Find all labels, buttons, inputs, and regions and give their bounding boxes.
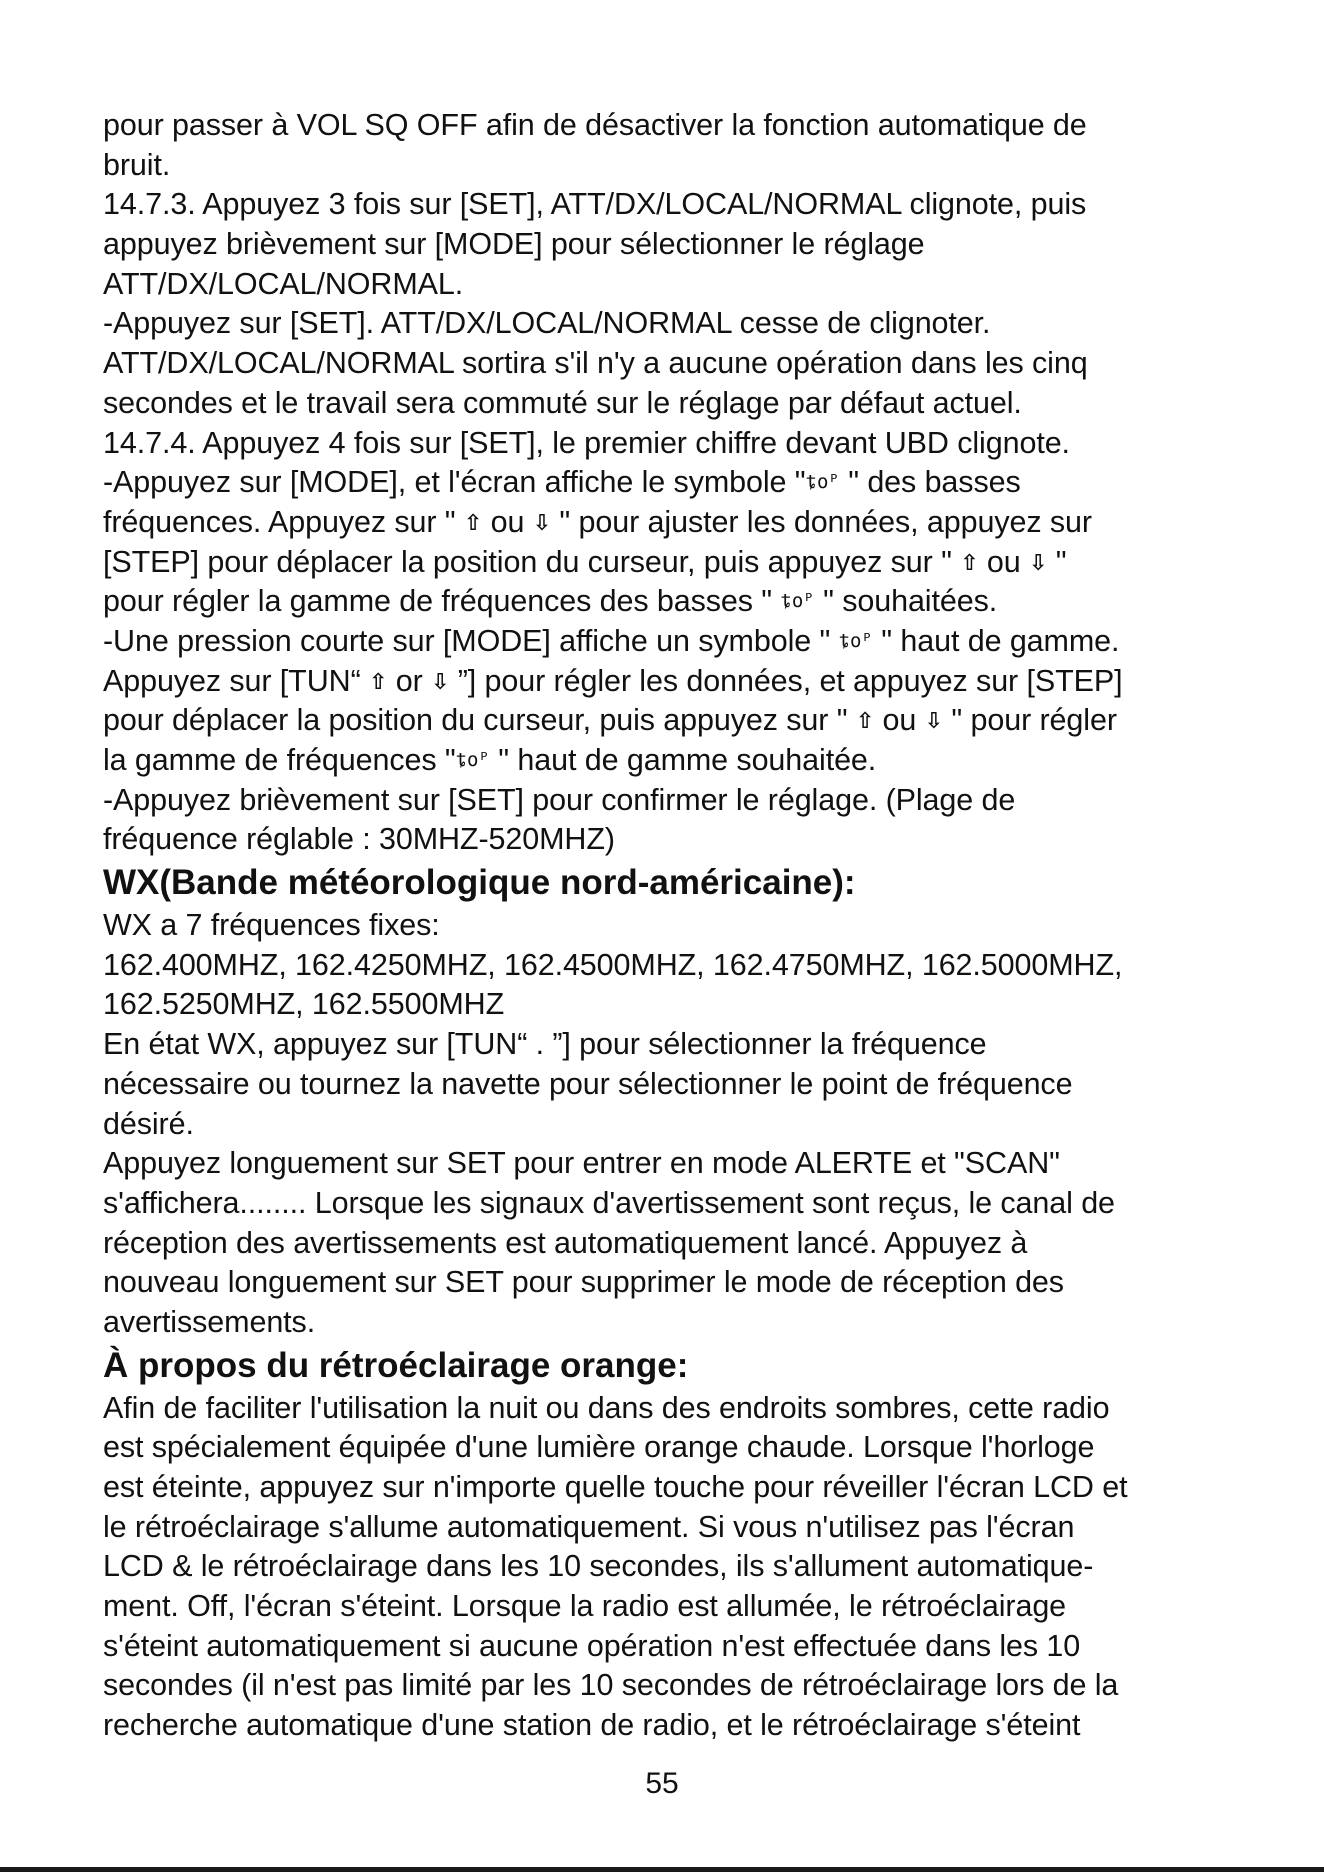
- text-line: appuyez brièvement sur [MODE] pour sélectionner le réglage: [103, 227, 925, 262]
- text-line: est éteinte, appuyez sur n'importe quelle touche pour réveiller l'écran LCD et: [103, 1470, 1128, 1504]
- text-segment: " souhaitées.: [814, 584, 998, 619]
- text-segment: Appuyez sur [TUN“: [103, 663, 369, 698]
- top-symbol-icon: ȶoᴾ: [455, 749, 490, 771]
- instruction-paragraph: [103, 106, 1238, 860]
- text-segment: or: [387, 663, 432, 698]
- text-segment: " pour régler: [943, 703, 1117, 738]
- text-line: [103, 662, 1238, 702]
- up-arrow-icon: ⇧: [369, 669, 388, 695]
- text-line: recherche automatique d'une station de radio, et le rétroéclairage s'éteint: [103, 1708, 1081, 1743]
- top-symbol-icon: ȶoᴾ: [780, 590, 815, 613]
- up-arrow-icon: ⇧: [855, 709, 875, 735]
- text-line: désiré.: [103, 1106, 194, 1141]
- text-line: [103, 701, 1238, 741]
- text-line: ATT/DX/LOCAL/NORMAL sortira s'il n'y a aucune opération dans les cinq: [103, 346, 1088, 381]
- text-line: [103, 582, 1238, 622]
- text-line: Appuyez longuement sur SET pour entrer en mode ALERTE et "SCAN": [103, 1146, 1060, 1181]
- text-line: bruit.: [103, 147, 171, 182]
- backlight-section: [103, 1389, 1238, 1746]
- text-line: fréquence réglable : 30MHZ-520MHZ): [103, 822, 615, 857]
- up-arrow-icon: ⇧: [960, 550, 979, 576]
- text-line: LCD & le rétroéclairage dans les 10 secondes, ils s'allument automatique-: [103, 1549, 1094, 1584]
- manual-page-body: [103, 106, 1238, 1746]
- text-segment: pour déplacer la position du curseur, puis appuyez sur ": [103, 703, 856, 738]
- text-line: -Appuyez sur [SET]. ATT/DX/LOCAL/NORMAL cesse de clignoter.: [103, 306, 991, 341]
- text-line: -Appuyez brièvement sur [SET] pour confirmer le réglage. (Plage de: [103, 782, 1016, 817]
- text-segment: " des basses: [839, 465, 1021, 500]
- text-line: Afin de faciliter l'utilisation la nuit ou dans des endroits sombres, cette radio: [103, 1390, 1110, 1425]
- text-line: [103, 622, 1238, 662]
- text-segment: pour régler la gamme de fréquences des basses ": [103, 584, 781, 619]
- down-arrow-icon: ⇩: [532, 510, 552, 536]
- down-arrow-icon: ⇩: [1029, 550, 1048, 576]
- text-line: [103, 543, 1238, 583]
- bottom-divider: [0, 1867, 1324, 1872]
- text-segment: -Appuyez sur [MODE], et l'écran affiche le symbole ": [103, 465, 806, 500]
- text-segment: -Une pression courte sur [MODE] affiche un symbole ": [103, 623, 839, 658]
- text-segment: fréquences. Appuyez sur ": [103, 504, 464, 539]
- text-line: 162.400MHZ, 162.4250MHZ, 162.4500MHZ, 162.4750MHZ, 162.5000MHZ,: [103, 947, 1123, 982]
- text-segment: " haut de gamme.: [872, 623, 1120, 658]
- text-line: secondes et le travail sera commuté sur le réglage par défaut actuel.: [103, 385, 1022, 420]
- section-heading-wx: WX(Bande météorologique nord-américaine):: [103, 863, 856, 903]
- top-symbol-icon: ȶoᴾ: [805, 471, 840, 494]
- text-line: 14.7.3. Appuyez 3 fois sur [SET], ATT/DX/LOCAL/NORMAL clignote, puis: [103, 187, 1087, 222]
- text-line: nouveau longuement sur SET pour supprimer le mode de réception des: [103, 1265, 1064, 1300]
- text-line: WX a 7 fréquences fixes:: [103, 908, 440, 943]
- text-line: 162.5250MHZ, 162.5500MHZ: [103, 987, 505, 1022]
- text-segment: ou: [482, 504, 533, 539]
- text-segment: ou: [874, 703, 925, 738]
- text-segment: ": [1047, 544, 1067, 579]
- text-segment: [STEP] pour déplacer la position du curseur, puis appuyez sur ": [103, 544, 961, 579]
- text-line: est spécialement équipée d'une lumière orange chaude. Lorsque l'horloge: [103, 1430, 1095, 1465]
- text-segment: " pour ajuster les données, appuyez sur: [551, 504, 1092, 539]
- text-line: secondes (il n'est pas limité par les 10 secondes de rétroéclairage lors de la: [103, 1668, 1119, 1703]
- top-symbol-icon: ȶoᴾ: [838, 629, 873, 652]
- text-line: s'affichera........ Lorsque les signaux d'avertissement sont reçus, le canal de: [103, 1185, 1115, 1220]
- text-line: 14.7.4. Appuyez 4 fois sur [SET], le premier chiffre devant UBD clignote.: [103, 425, 1070, 460]
- text-line: pour passer à VOL SQ OFF afin de désactiver la fonction automatique de: [103, 108, 1087, 142]
- text-segment: ”] pour régler les données, et appuyez sur [STEP]: [449, 663, 1123, 698]
- text-line: [103, 463, 1238, 503]
- text-line: ment. Off, l'écran s'éteint. Lorsque la radio est allumée, le rétroéclairage: [103, 1589, 1067, 1624]
- down-arrow-icon: ⇩: [431, 669, 450, 695]
- text-segment: " haut de gamme souhaitée.: [489, 743, 877, 777]
- page-number: 55: [645, 1767, 679, 1800]
- text-line: En état WX, appuyez sur [TUN“ . ”] pour sélectionner la fréquence: [103, 1027, 987, 1062]
- down-arrow-icon: ⇩: [924, 709, 943, 735]
- text-line: avertissements.: [103, 1304, 316, 1339]
- text-line: ATT/DX/LOCAL/NORMAL.: [103, 266, 464, 301]
- text-line: nécessaire ou tournez la navette pour sélectionner le point de fréquence: [103, 1066, 1073, 1101]
- up-arrow-icon: ⇧: [463, 510, 483, 536]
- wx-section: [103, 906, 1238, 1343]
- text-segment: la gamme de fréquences ": [103, 743, 456, 777]
- text-line: [103, 741, 1238, 781]
- text-line: réception des avertissements est automatiquement lancé. Appuyez à: [103, 1225, 1028, 1260]
- section-heading-backlight: À propos du rétroéclairage orange:: [103, 1345, 689, 1385]
- text-line: le rétroéclairage s'allume automatiquement. Si vous n'utilisez pas l'écran: [103, 1509, 1075, 1544]
- text-line: s'éteint automatiquement si aucune opération n'est effectuée dans les 10: [103, 1628, 1081, 1663]
- text-line: [103, 503, 1238, 543]
- text-segment: ou: [978, 544, 1030, 579]
